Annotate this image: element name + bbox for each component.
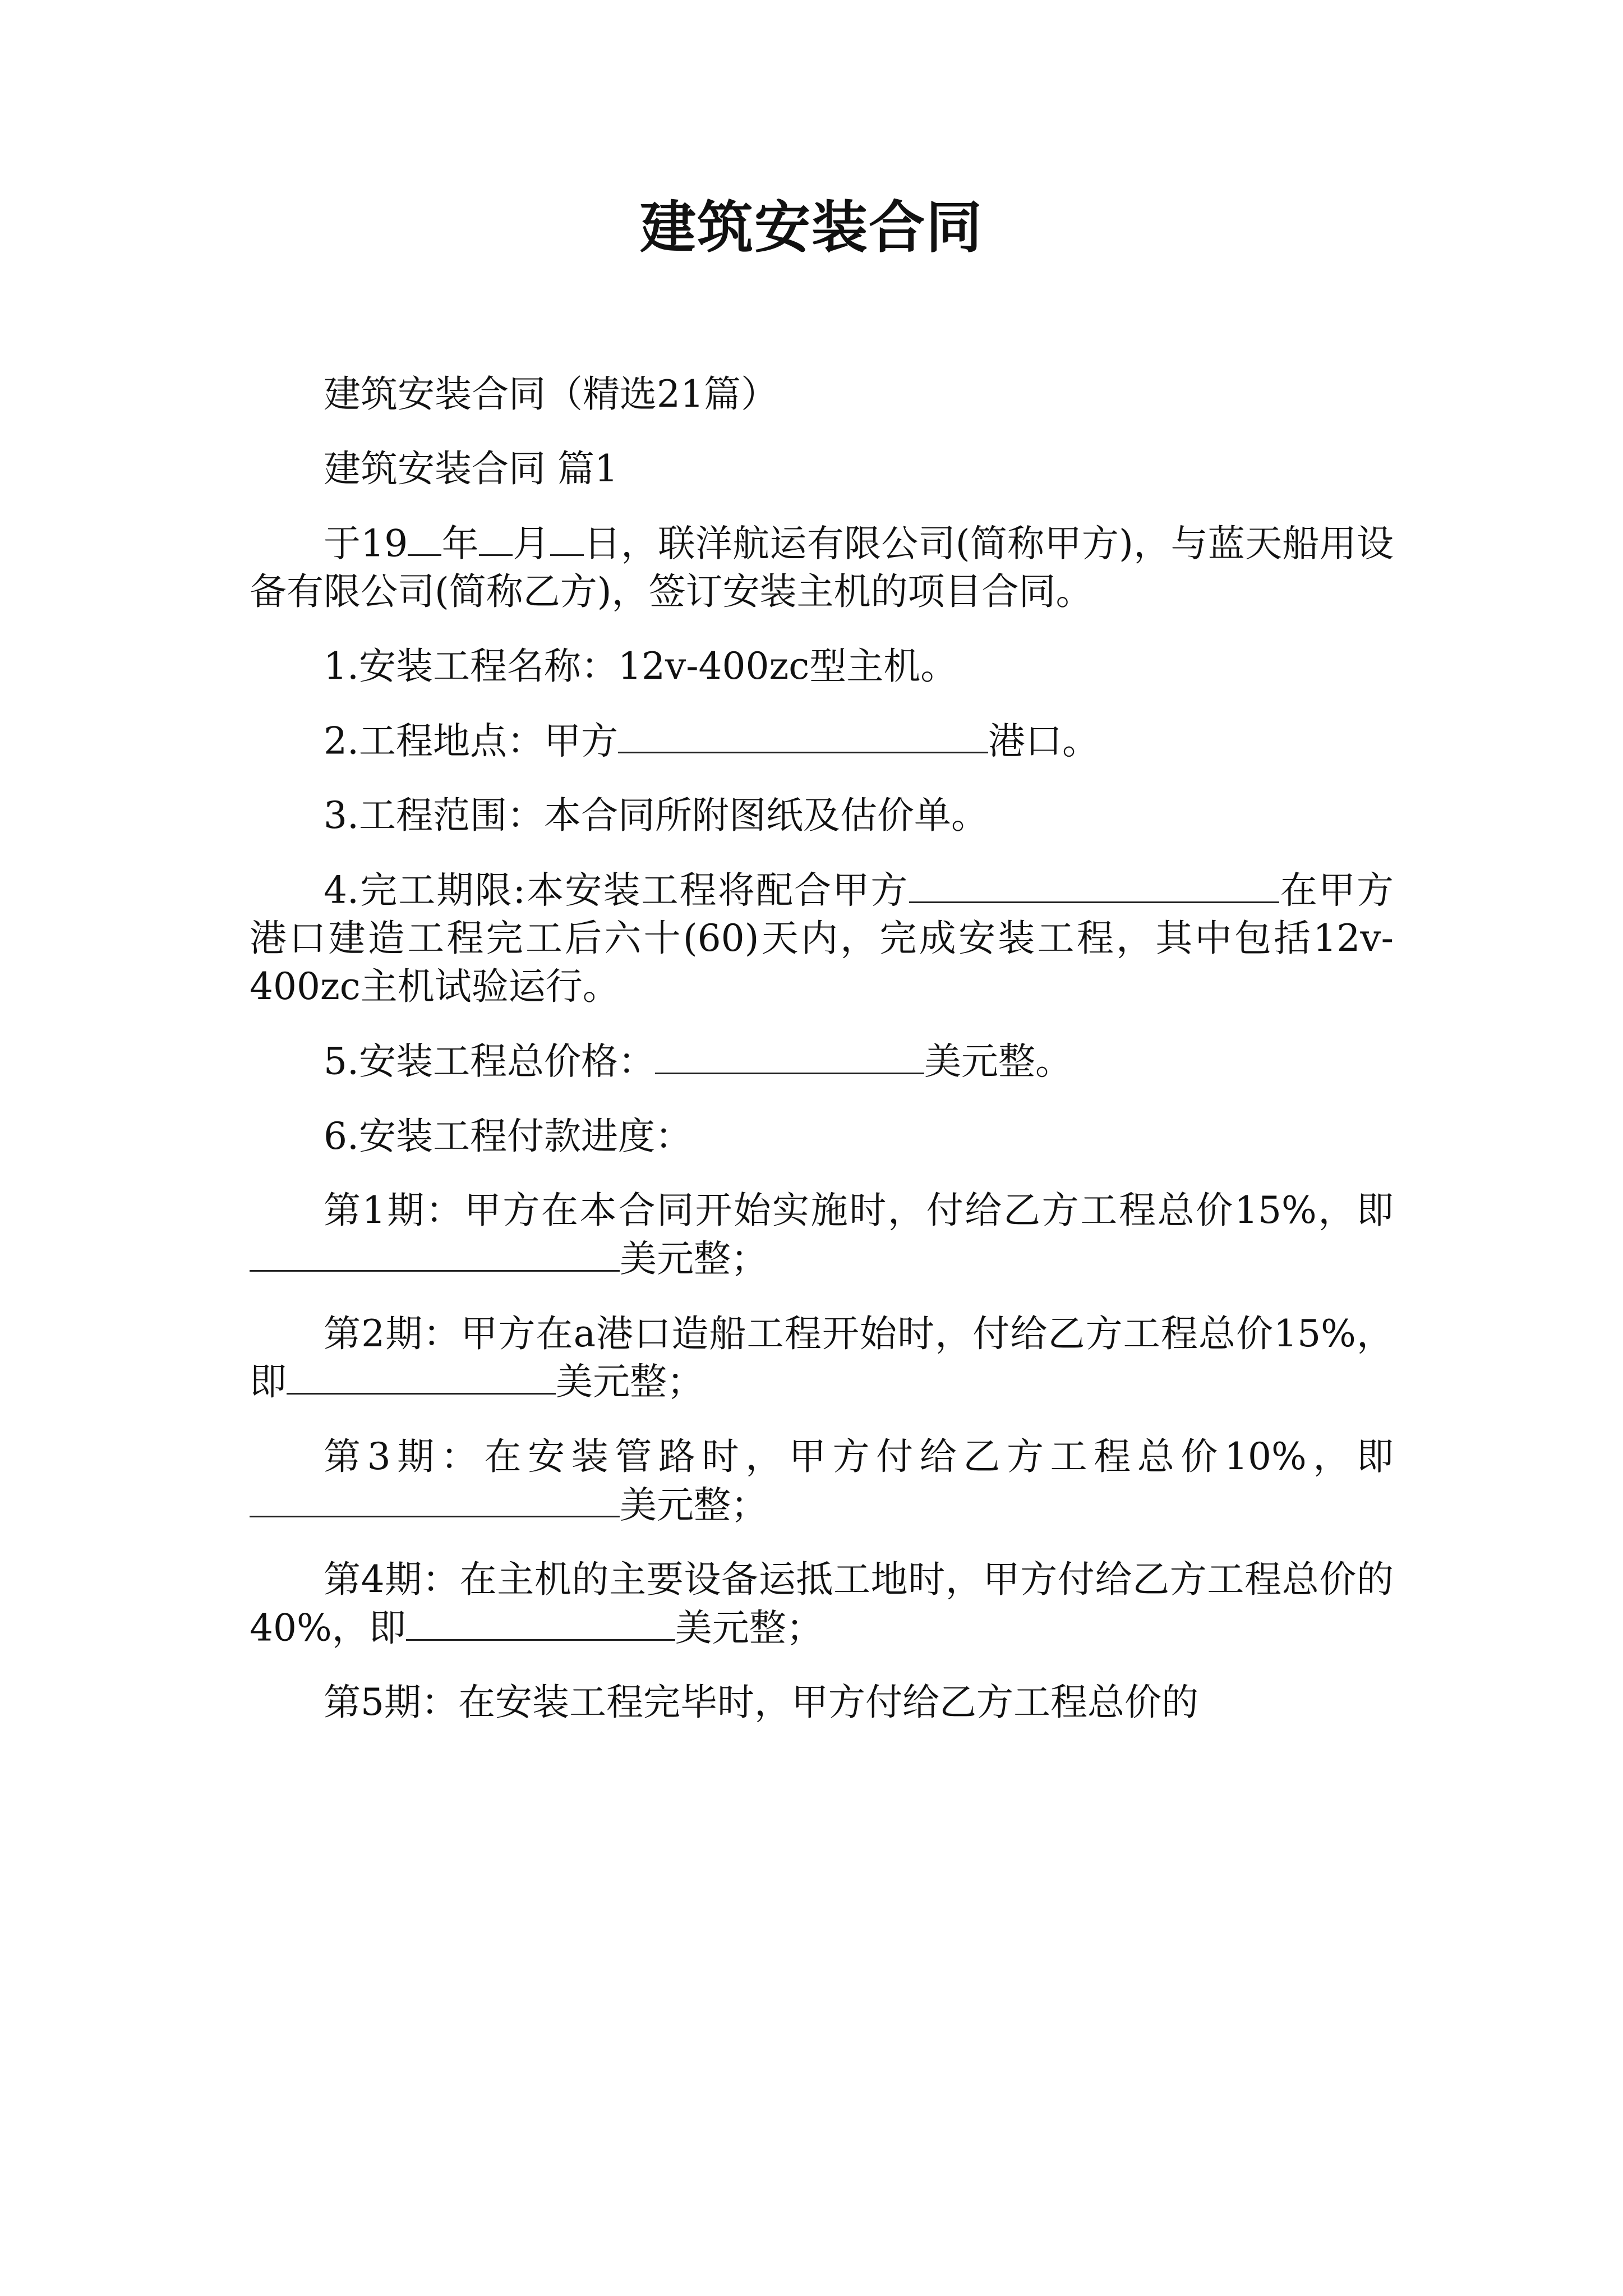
item-2-after: 港口。 xyxy=(988,719,1099,763)
payment-1-text: 第1期：甲方在本合同开始实施时，付给乙方工程总价15%，即 xyxy=(324,1189,1394,1232)
blank-project xyxy=(909,866,1279,903)
payment-2-after: 美元整； xyxy=(556,1360,704,1404)
item-5-text: 5.安装工程总价格： xyxy=(324,1039,655,1083)
blank-payment-4 xyxy=(406,1604,675,1641)
blank-payment-3 xyxy=(250,1481,620,1518)
payment-2 xyxy=(250,1310,1394,1433)
intro-text-4: 日，联洋航运有限公司(简称甲方)，与蓝天船用设备有限公司(简称乙方)，签订安装主机的项目合同。 xyxy=(250,522,1394,614)
blank-payment-2 xyxy=(287,1358,556,1395)
blank-day xyxy=(550,519,584,556)
document-body xyxy=(250,370,1394,1753)
document-title: 建筑安装合同 xyxy=(640,194,983,260)
item-1: 1.安装工程名称：12v-400zc型主机。 xyxy=(324,644,958,688)
section-heading: 建筑安装合同 篇1 xyxy=(324,447,618,490)
item-5 xyxy=(250,1037,1394,1112)
payment-4-text: 第4期：在主机的主要设备运抵工地时，甲方付给乙方工程总价的40%，即 xyxy=(250,1558,1394,1650)
item-4 xyxy=(250,866,1394,1037)
item-5-after: 美元整。 xyxy=(924,1039,1072,1083)
blank-month xyxy=(479,519,513,556)
item-4-after: 在甲方港口建造工程完工后六十(60)天内，完成安装工程，其中包括12v-400zc主机试验运行。 xyxy=(250,868,1394,1009)
item-3: 3.工程范围：本合同所附图纸及估价单。 xyxy=(324,794,988,838)
intro-text-1: 于19 xyxy=(324,522,408,565)
blank-payment-1 xyxy=(250,1235,620,1272)
payment-1 xyxy=(250,1186,1394,1309)
item-2-text: 2.工程地点：甲方 xyxy=(324,719,618,763)
item-4-text: 4.完工期限:本安装工程将配合甲方 xyxy=(324,868,909,912)
payment-3 xyxy=(250,1433,1394,1556)
blank-location xyxy=(618,717,988,754)
intro-text-3: 月 xyxy=(512,522,550,565)
payment-5: 第5期：在安装工程完毕时，甲方付给乙方工程总价的 xyxy=(324,1681,1198,1724)
blank-total-price xyxy=(655,1037,924,1074)
payment-2-text: 第2期：甲方在a港口造船工程开始时，付给乙方工程总价15%，即 xyxy=(250,1312,1394,1404)
item-2 xyxy=(250,717,1394,792)
payment-1-after: 美元整； xyxy=(620,1237,768,1281)
payment-3-after: 美元整； xyxy=(620,1483,768,1527)
blank-year xyxy=(408,519,441,556)
payment-4 xyxy=(250,1556,1394,1678)
intro-text-2: 年 xyxy=(441,522,479,565)
item-6: 6.安装工程付款进度： xyxy=(324,1114,692,1158)
payment-4-after: 美元整； xyxy=(675,1606,823,1650)
payment-3-text: 第3期：在安装管路时，甲方付给乙方工程总价10%，即 xyxy=(324,1434,1394,1478)
subtitle: 建筑安装合同（精选21篇） xyxy=(324,372,778,416)
intro-paragraph xyxy=(250,519,1394,642)
